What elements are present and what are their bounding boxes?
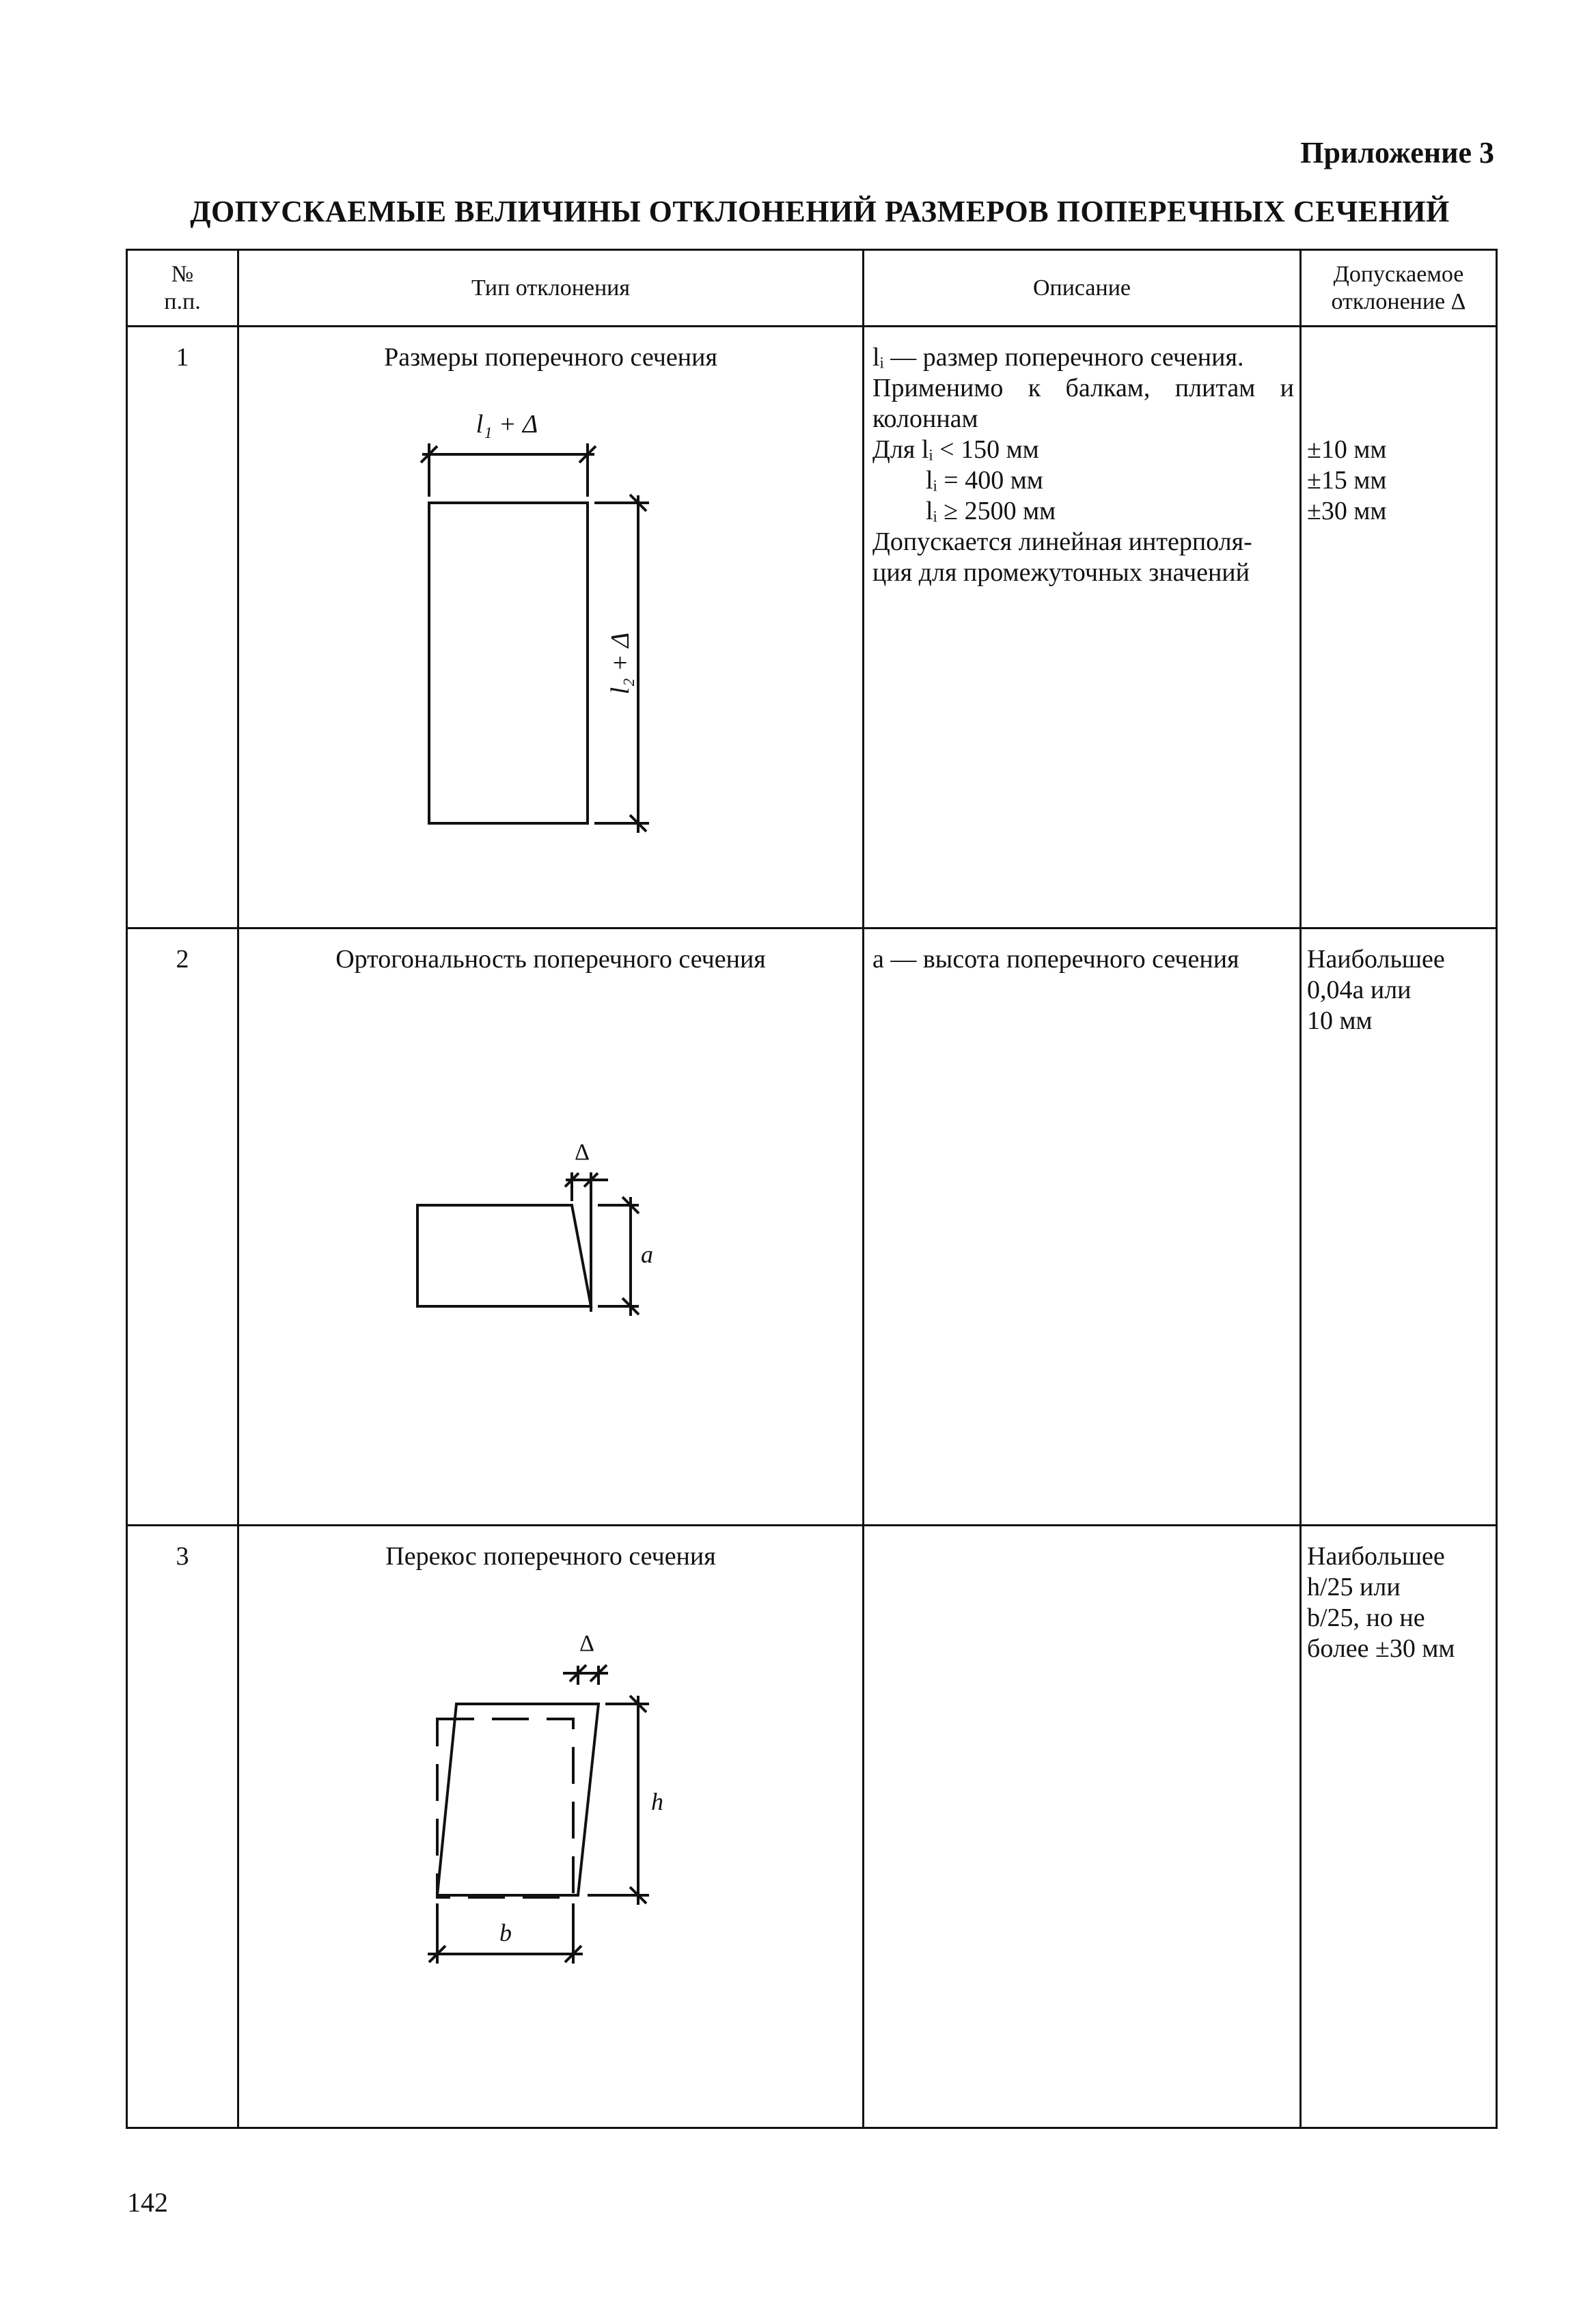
deviation-line: h/25 или [1307,1573,1401,1601]
row-number: 3 [127,1526,238,2128]
column-header-type: Тип отклонения [238,250,864,327]
row-type-label: Ортогональность поперечного сечения [335,945,766,974]
row-description [864,327,1301,928]
row-description [864,1526,1301,2128]
description-line: колоннам [872,404,978,433]
table-row [127,327,1497,928]
column-header-number-line2: п.п. [164,288,201,314]
description-line: lᵢ — размер поперечного сечения. [872,343,1244,372]
table-row [127,928,1497,1526]
row-type-label: Перекос поперечного сечения [385,1542,716,1571]
column-header-deviation-line1: Допускаемое [1333,261,1464,287]
row-deviation [1301,327,1497,928]
cross-section-dimensions-diagram [239,327,864,929]
deviation-line: Наибольшее [1307,1542,1445,1571]
height-label: h [651,1788,663,1815]
deviation-line: более ±30 мм [1307,1634,1455,1663]
description-line: a — высота поперечного сечения [872,945,1239,974]
width-label: l₁ + Δ [476,410,538,439]
deviation-line: ±10 мм [1307,435,1387,464]
orthogonality-diagram [239,929,864,1526]
deviation-line: b/25, но не [1307,1604,1425,1632]
tolerance-table [126,249,1498,2129]
column-header-number-line1: № [171,261,194,287]
delta-label: Δ [575,1140,590,1165]
table-header-row [127,250,1497,327]
deviation-line: Наибольшее [1307,945,1445,974]
row-number: 1 [127,327,238,928]
page-title: ДОПУСКАЕМЫЕ ВЕЛИЧИНЫ ОТКЛОНЕНИЙ РАЗМЕРОВ ПОПЕРЕЧНЫХ СЕЧЕНИЙ [190,195,1450,228]
row-number: 2 [127,928,238,1526]
row-deviation [1301,1526,1497,2128]
column-header-deviation-line2: отклонение Δ [1331,288,1466,314]
height-label: a [641,1241,653,1268]
deviation-line: ±30 мм [1307,497,1387,525]
appendix-label: Приложение 3 [1300,136,1494,169]
description-line: lᵢ ≥ 2500 мм [926,497,1056,525]
column-header-description: Описание [864,250,1301,327]
original-section-dashed [437,1719,573,1897]
width-label: b [499,1919,512,1946]
section-outline [417,1205,591,1306]
height-label: l₂ + Δ [606,632,635,695]
row-type-cell [238,928,864,1526]
column-header-number [127,250,238,327]
row-type-label: Размеры поперечного сечения [384,343,717,372]
delta-label: Δ [579,1631,594,1656]
row-deviation [1301,928,1497,1526]
section-rectangle [429,503,588,823]
description-line: lᵢ = 400 мм [926,466,1043,495]
row-type-cell [238,327,864,928]
description-line: Для lᵢ < 150 мм [872,435,1039,464]
row-type-cell [238,1526,864,2128]
deviation-line: 0,04a или [1307,976,1412,1004]
row-description [864,928,1301,1526]
page-number: 142 [127,2187,168,2218]
description-line: ция для промежуточных значений [872,558,1250,587]
description-line: Допускается линейная интерполя- [872,527,1252,556]
deviation-line: ±15 мм [1307,466,1387,495]
description-line: Применимо к балкам, плитам и [872,374,1294,402]
column-header-deviation [1301,250,1497,327]
deviation-line: 10 мм [1307,1006,1373,1035]
skew-diagram [239,1526,864,2129]
table-row [127,1526,1497,2128]
